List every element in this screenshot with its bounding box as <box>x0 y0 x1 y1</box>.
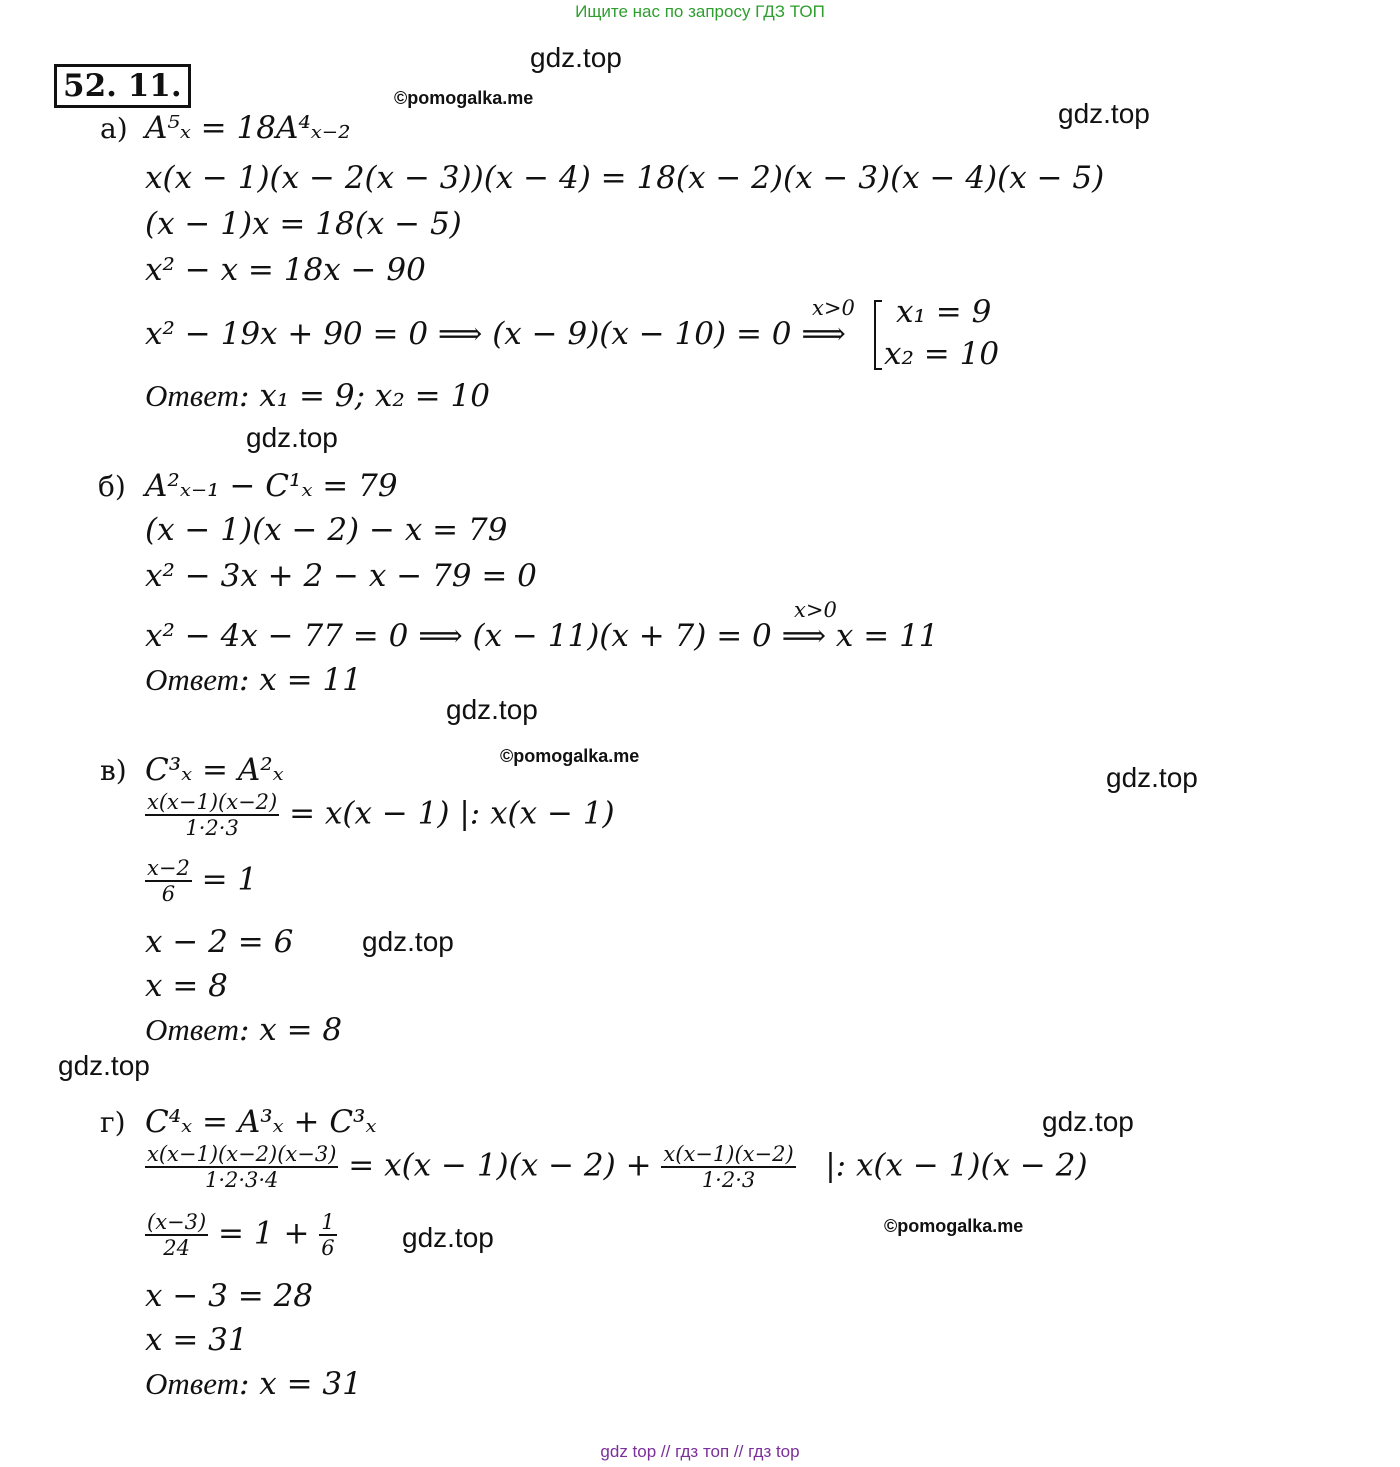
part-d-line: C⁴ₓ = A³ₓ + C³ₓ <box>145 1104 377 1140</box>
equation-mid: = 1 + <box>218 1215 310 1252</box>
part-b-line: x² − 4x − 77 = 0 ⟹ (x − 11)(x + 7) = 0 ⟹ x = 11 <box>145 618 939 654</box>
watermark-gdz: gdz.top <box>1058 98 1150 129</box>
fraction <box>145 790 279 840</box>
equation-rest: = x(x − 1) |: x(x − 1) <box>289 795 615 832</box>
watermark-gdz: gdz.top <box>362 926 454 957</box>
part-a-label: а) <box>100 112 128 145</box>
part-c-line: x − 2 = 6 <box>145 924 294 960</box>
fraction <box>319 1210 336 1260</box>
watermark-gdz: gdz.top <box>1106 762 1198 793</box>
part-d-label: г) <box>100 1106 126 1139</box>
denominator: 6 <box>321 1236 335 1260</box>
denominator: 1·2·3 <box>701 1168 756 1192</box>
denominator: 24 <box>163 1236 190 1260</box>
part-d-line: x − 3 = 28 <box>145 1278 314 1314</box>
answer-value: : x = 8 <box>238 1012 343 1048</box>
system-bracket <box>874 300 882 370</box>
answer-word: Ответ <box>145 1366 239 1401</box>
equation-rest: |: x(x − 1)(x − 2) <box>825 1147 1088 1184</box>
header-search-hint[interactable]: Ищите нас по запросу ГДЗ ТОП <box>575 2 825 21</box>
fraction <box>145 856 192 906</box>
part-d-line: x = 31 <box>145 1322 248 1358</box>
denominator: 6 <box>161 882 176 906</box>
part-c-label: в) <box>100 754 127 787</box>
numerator: x−2 <box>147 856 190 880</box>
footer-links[interactable]: gdz top // гдз топ // гдз top <box>600 1442 800 1461</box>
watermark-pomogalka: ©pomogalka.me <box>500 746 640 766</box>
answer-word: Ответ <box>145 662 239 697</box>
part-b-line: x² − 3x + 2 − x − 79 = 0 <box>145 558 537 594</box>
part-c-fraction-line <box>145 790 615 840</box>
part-c-line: x = 8 <box>145 968 228 1004</box>
answer-value: : x = 11 <box>238 662 362 698</box>
denominator: 1·2·3 <box>185 816 239 840</box>
part-a-line: (x − 1)x = 18(x − 5) <box>145 206 462 242</box>
watermark-gdz: gdz.top <box>58 1050 150 1081</box>
answer-value: : x = 31 <box>238 1366 362 1402</box>
watermark-gdz: gdz.top <box>530 42 622 73</box>
answer-value: : x₁ = 9; x₂ = 10 <box>238 378 490 414</box>
watermark-gdz: gdz.top <box>246 422 338 453</box>
fraction <box>145 1210 208 1260</box>
part-c-line: C³ₓ = A²ₓ <box>145 752 284 788</box>
part-b-line: A²ₓ₋₁ − C¹ₓ = 79 <box>145 468 398 504</box>
part-a-condition: x>0 <box>812 296 855 320</box>
part-a-line: x² − 19x + 90 = 0 ⟹ (x − 9)(x − 10) = 0 ⟹ <box>145 316 846 352</box>
part-d-fraction-line <box>145 1210 337 1260</box>
part-a-line: x(x − 1)(x − 2(x − 3))(x − 4) = 18(x − 2)(x − 3)(x − 4)(x − 5) <box>145 160 1105 196</box>
part-a-root: x₁ = 9 <box>896 294 992 330</box>
watermark-gdz: gdz.top <box>1042 1106 1134 1137</box>
fraction <box>661 1142 795 1192</box>
numerator: 1 <box>321 1210 335 1234</box>
part-d-answer <box>145 1366 362 1402</box>
equation-mid: = x(x − 1)(x − 2) + <box>348 1147 652 1184</box>
numerator: (x−3) <box>147 1210 207 1234</box>
part-a-answer <box>145 378 490 414</box>
numerator: x(x−1)(x−2) <box>147 790 278 814</box>
watermark-pomogalka: ©pomogalka.me <box>884 1216 1024 1236</box>
numerator: x(x−1)(x−2)(x−3) <box>147 1142 337 1166</box>
part-a-line: x² − x = 18x − 90 <box>145 252 426 288</box>
watermark-gdz: gdz.top <box>446 694 538 725</box>
part-d-fraction-line <box>145 1142 1088 1192</box>
denominator: 1·2·3·4 <box>204 1168 279 1192</box>
part-c-fraction-line <box>145 856 257 906</box>
part-b-condition: x>0 <box>794 598 837 622</box>
part-a-root: x₂ = 10 <box>884 336 1000 372</box>
answer-word: Ответ <box>145 1012 239 1047</box>
problem-number: 52. 11. <box>54 64 191 108</box>
part-a-line: A⁵ₓ = 18A⁴ₓ₋₂ <box>145 110 351 146</box>
part-c-answer <box>145 1012 342 1048</box>
fraction <box>145 1142 338 1192</box>
numerator: x(x−1)(x−2) <box>663 1142 794 1166</box>
part-b-line: (x − 1)(x − 2) − x = 79 <box>145 512 508 548</box>
watermark-gdz: gdz.top <box>402 1222 494 1253</box>
answer-word: Ответ <box>145 378 239 413</box>
part-b-answer <box>145 662 362 698</box>
watermark-pomogalka: ©pomogalka.me <box>394 88 534 108</box>
part-b-label: б) <box>98 470 126 503</box>
equation-rest: = 1 <box>201 861 258 898</box>
